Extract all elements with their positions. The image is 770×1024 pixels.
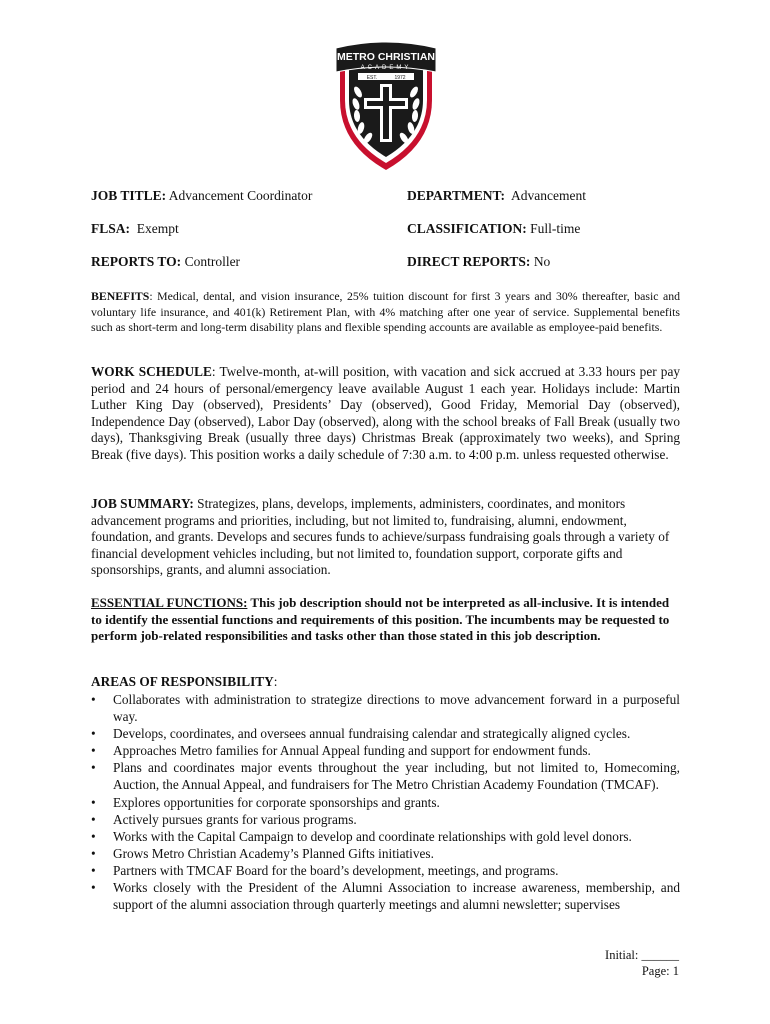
direct-reports-value: No (533, 254, 551, 269)
flsa-field (91, 221, 179, 236)
essential-functions-section (91, 595, 680, 645)
list-item-text: Works with the Capital Campaign to develop and coordinate relationships with gold level donors. (113, 828, 632, 844)
list-item-text: Develops, coordinates, and oversees annual fundraising calendar and strategically aligned cycles. (113, 726, 631, 742)
direct-reports-field (407, 254, 550, 270)
list-item (91, 725, 680, 742)
work-schedule-label: WORK SCHEDULE (91, 364, 212, 379)
benefits-text: : Medical, dental, and vision insurance, 25% tuition discount for first 3 years and 30% thereafter, basic and voluntary life insurance, and 401(k) Retirement Plan, with 4% matching after one year of service. Supplemental benefits such as short-term and long-term disability plans and flexible spending accounts are available as employee-paid benefits. (91, 289, 680, 334)
list-item (91, 742, 680, 759)
essential-functions-text: This job description should not be interpreted as all-inclusive. It is intended to identify the essential functions and requirements of this position. The incumbents may be requested to perform job-related responsibilities and tasks other than those stated in this job description. (91, 595, 670, 643)
reports-to-field (91, 254, 240, 269)
initial-blank[interactable]: ______ (641, 948, 679, 962)
areas-of-responsibility-heading (91, 674, 277, 690)
crest-school-subtitle: ACADEMY (360, 65, 412, 71)
list-item-text: Plans and coordinates major events throughout the year including, but not limited to, Homecoming, Auction, the Annual Appeal, and fundraisers for The Metro Christian Academy Foundation (TMCAF). (113, 760, 680, 793)
job-summary-text: Strategizes, plans, develops, implements, administers, coordinates, and monitors advancement programs and priorities, including, but not limited to, fundraising, alumni, endowment, foundation, and grants. Develops and secures funds to achieve/surpass fundraising goals through a variety of financial development vehicles including, but not limited to, foundation support, corporate gifts and sponsorships, grants, and alumni association. (91, 496, 670, 577)
list-item (91, 759, 680, 793)
flsa-label: FLSA: (91, 221, 131, 236)
reports-to-value: Controller (184, 254, 241, 269)
bullet-icon: • (91, 811, 96, 827)
list-item (91, 691, 680, 725)
school-crest-logo (334, 40, 438, 172)
department-label: DEPARTMENT: (407, 188, 506, 203)
list-item-text: Actively pursues grants for various programs. (113, 811, 357, 827)
direct-reports-label: DIRECT REPORTS: (407, 254, 531, 269)
classification-field (407, 221, 580, 237)
department-value: Advancement (511, 188, 587, 203)
benefits-section (91, 289, 680, 336)
classification-label: CLASSIFICATION: (407, 221, 527, 236)
flsa-value: Exempt (136, 221, 179, 236)
work-schedule-section (91, 364, 680, 463)
page-number: Page: 1 (641, 964, 679, 978)
bullet-icon: • (91, 760, 96, 776)
bullet-icon: • (91, 880, 96, 896)
bullet-icon: • (91, 726, 96, 742)
classification-value: Full-time (530, 221, 581, 236)
essential-functions-label: ESSENTIAL FUNCTIONS: (91, 595, 248, 610)
bullet-icon: • (91, 794, 96, 810)
job-title-value: Advancement Coordinator (168, 188, 313, 203)
list-item-text: Approaches Metro families for Annual Appeal funding and support for endowment funds. (113, 743, 591, 759)
initial-line (605, 947, 679, 963)
bullet-icon: • (91, 828, 96, 844)
responsibility-list (91, 691, 680, 913)
list-item-text: Works closely with the President of the Alumni Association to increase awareness, membership, and support of the alumni association through quarterly meetings and alumni newsletter; supervises (113, 880, 680, 913)
crest-school-name: METRO CHRISTIAN (337, 51, 435, 63)
crest-est-label: EST. (366, 75, 378, 81)
list-item (91, 862, 680, 879)
work-schedule-text: : Twelve-month, at-will position, with vacation and sick accrued at 3.33 hours per pay period and 24 hours of personal/emergency leave available August 1 each year. Holidays include: Martin Luther King Day (observed), Presidents’ Day (observed), Good Friday, Memorial Day (observed), Independence Day (observed), Labor Day (observed), along with the school breaks of Fall Break (usually two days), Thanksgiving Break (usually three days) Christmas Break (approximately two weeks), and Spring Break (five days). This position works a daily schedule of 7:30 a.m. to 4:00 p.m. unless requested otherwise. (91, 364, 681, 462)
initial-label: Initial: (605, 948, 639, 962)
list-item (91, 794, 680, 811)
bullet-icon: • (91, 743, 96, 759)
areas-title-colon: : (273, 674, 278, 689)
areas-title-text: AREAS OF RESPONSIBILITY (91, 674, 274, 689)
list-item-text: Grows Metro Christian Academy’s Planned Gifts initiatives. (113, 845, 434, 861)
reports-to-label: REPORTS TO: (91, 254, 182, 269)
crest-est-year: 1972 (394, 75, 406, 81)
list-item-text: Collaborates with administration to strategize directions to move advancement forward in a purposeful way. (113, 692, 680, 725)
list-item (91, 845, 680, 862)
job-title-field (91, 188, 312, 203)
job-title-label: JOB TITLE: (91, 188, 167, 203)
job-summary-label: JOB SUMMARY: (91, 496, 194, 511)
list-item (91, 811, 680, 828)
bullet-icon: • (91, 845, 96, 861)
list-item (91, 879, 680, 913)
benefits-label: BENEFITS (91, 289, 150, 303)
list-item-text: Partners with TMCAF Board for the board’s development, meetings, and programs. (113, 862, 559, 878)
field-row-1 (91, 188, 587, 204)
bullet-icon: • (91, 862, 96, 878)
field-row-3 (91, 254, 551, 270)
bullet-icon: • (91, 692, 96, 707)
job-summary-section (91, 496, 680, 579)
field-row-2 (91, 221, 581, 237)
department-field (407, 188, 586, 204)
list-item (91, 828, 680, 845)
list-item-text: Explores opportunities for corporate sponsorships and grants. (113, 794, 440, 810)
